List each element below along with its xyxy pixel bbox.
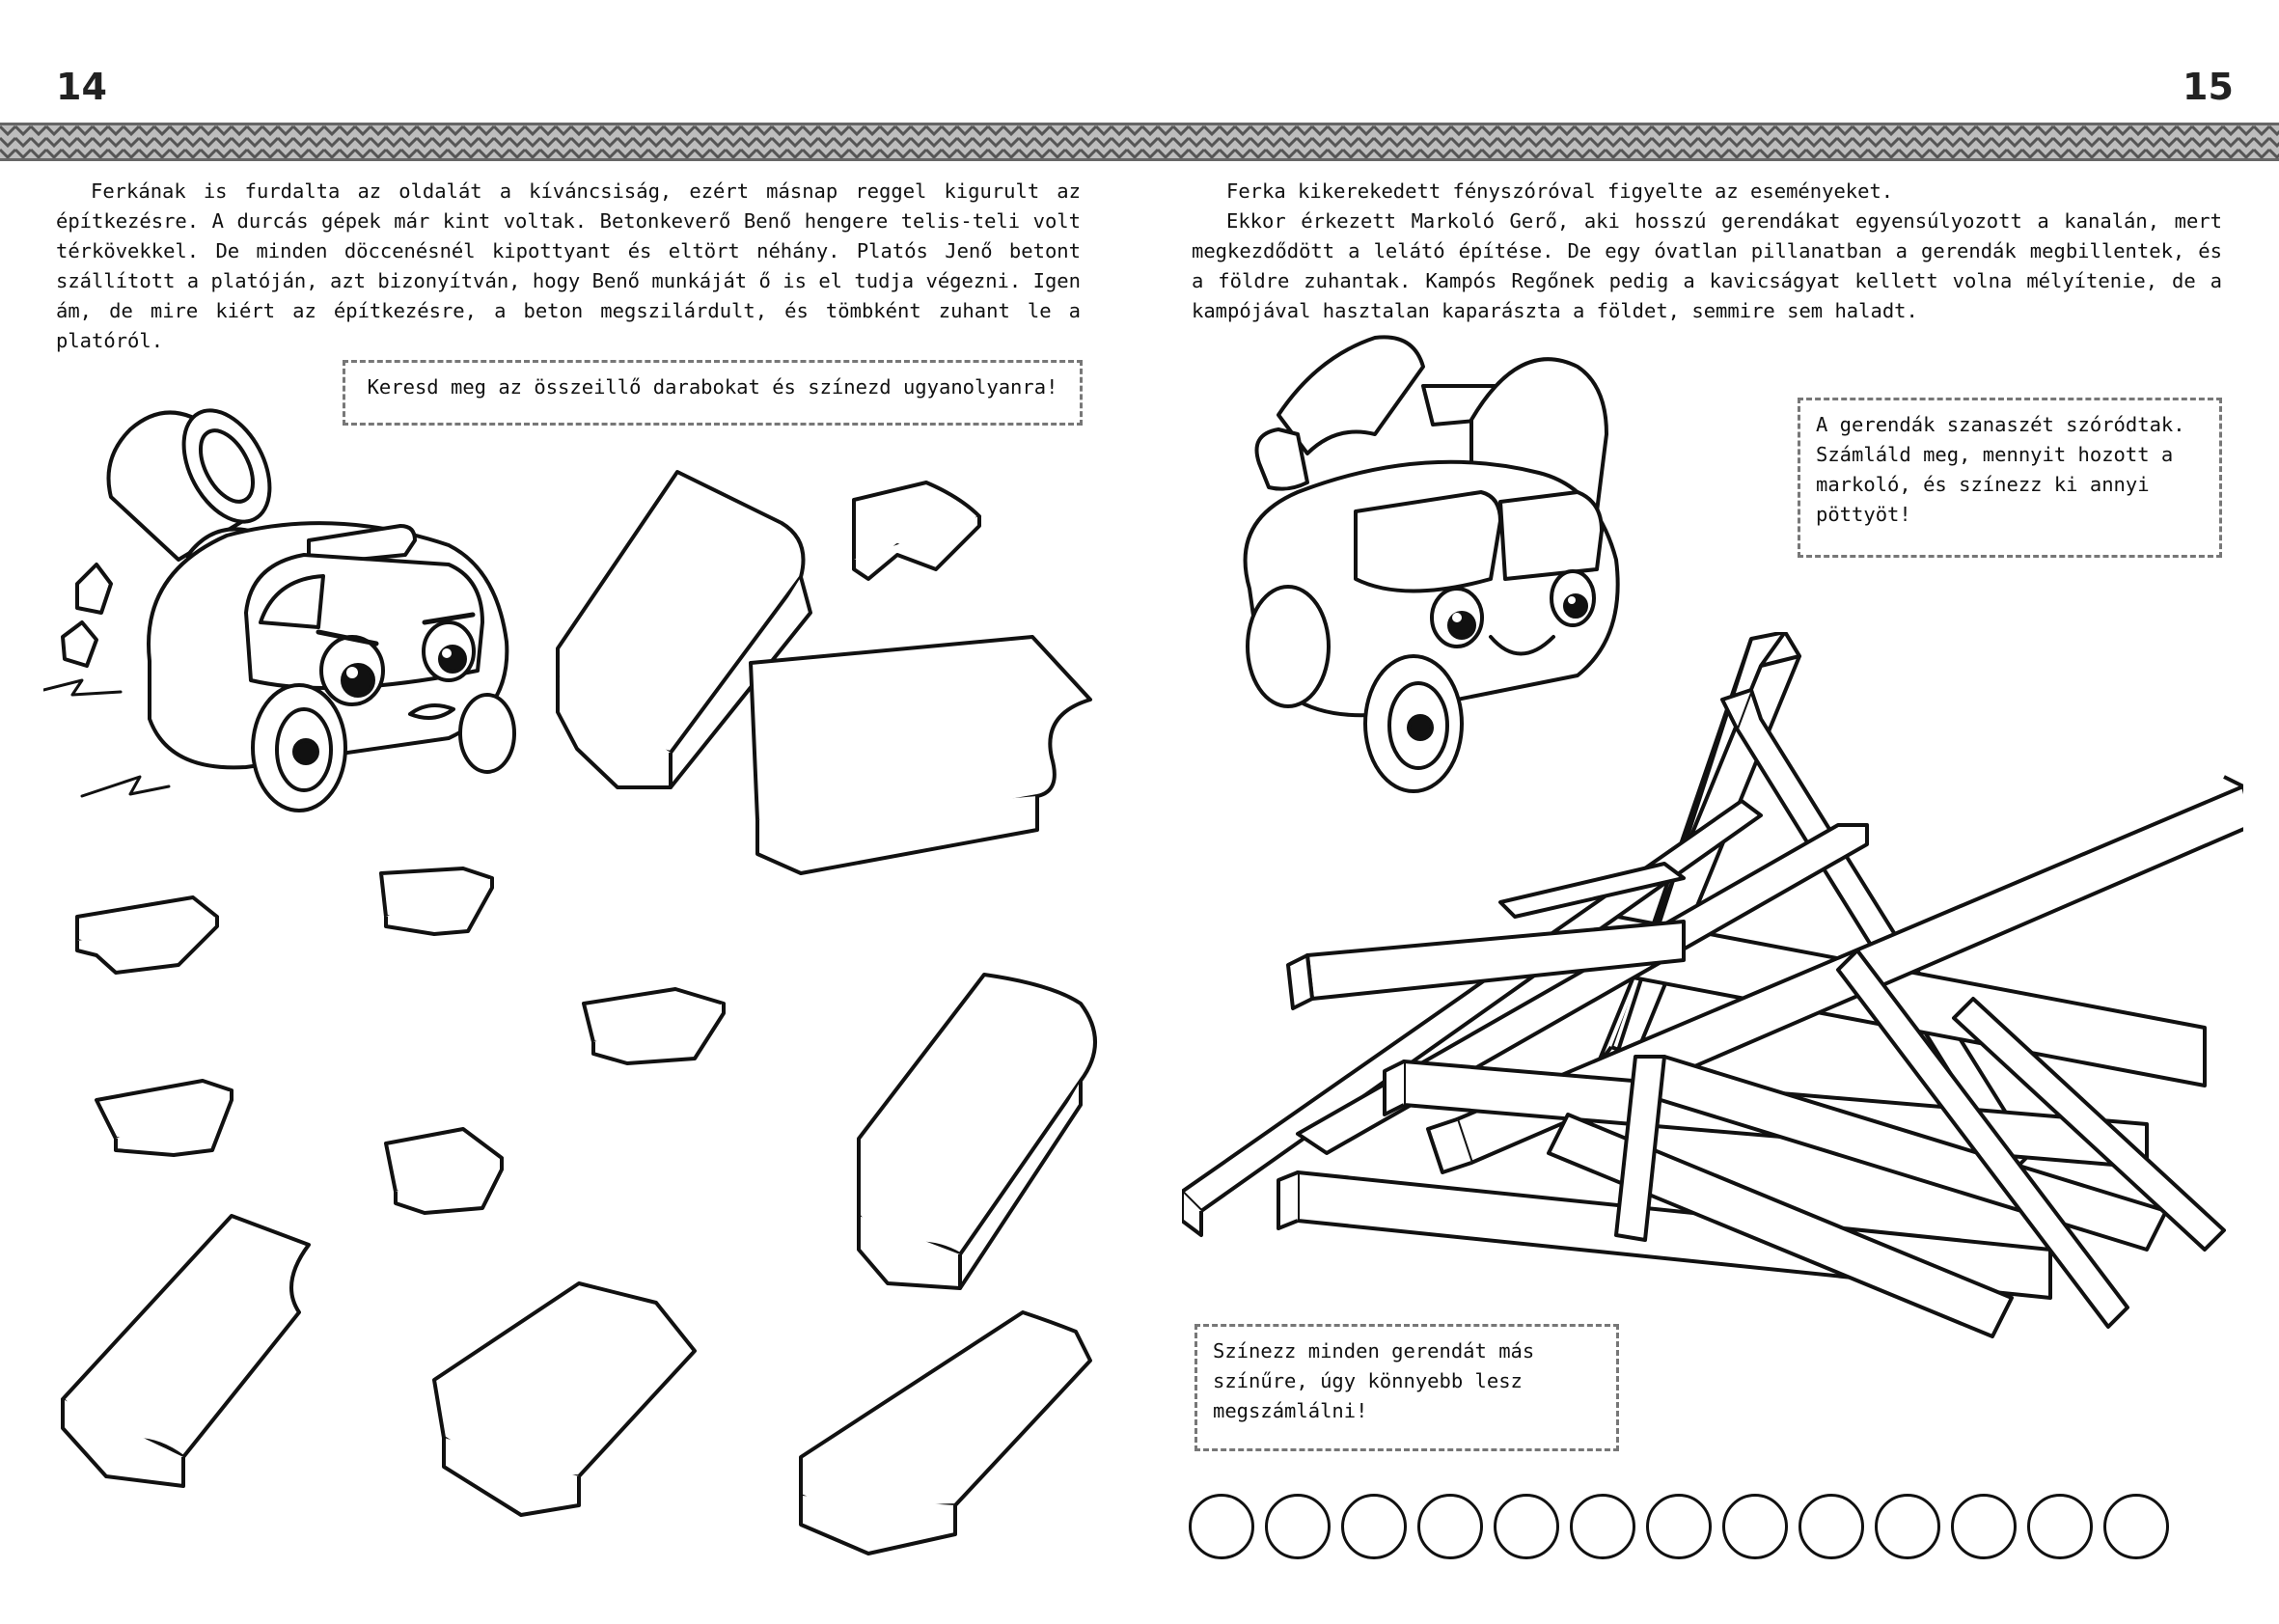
- count-dot[interactable]: [1798, 1494, 1864, 1559]
- count-dot[interactable]: [1189, 1494, 1254, 1559]
- count-dot[interactable]: [1494, 1494, 1559, 1559]
- counting-dots: [1189, 1494, 2169, 1559]
- broken-concrete-pieces-illustration: [39, 463, 1110, 1573]
- count-dot[interactable]: [1417, 1494, 1483, 1559]
- count-dot[interactable]: [1951, 1494, 2017, 1559]
- color-tip-text: Színezz minden gerendát más színűre, úgy könnyebb lesz megszámlálni!: [1213, 1339, 1535, 1422]
- count-instruction-text: A gerendák szanaszét szóródtak. Számláld meg, mennyit hozott a markoló, és színezz ki annyi pöttyöt!: [1816, 413, 2185, 526]
- count-dot[interactable]: [1265, 1494, 1331, 1559]
- right-paragraph-2: Ekkor érkezett Markoló Gerő, aki hosszú gerendákat egyensúlyozott a kanalán, mert megkezdődött a lelátó építése. De egy óvatlan pillanatban a gerendák megbillentek, és a földre zuhantak. Kampós Regőnek pedig a kavicságyat kellett volna mélyítenie, de a kampójával hasztalan kaparászta a földet, semmire sem haladt.: [1192, 209, 2222, 322]
- count-dot[interactable]: [2027, 1494, 2093, 1559]
- page-number-left: 14: [56, 66, 107, 108]
- count-instruction-box: [1798, 398, 2222, 558]
- count-dot[interactable]: [1722, 1494, 1788, 1559]
- right-paragraph-1: Ferka kikerekedett fényszóróval figyelte az eseményeket.: [1226, 179, 1894, 203]
- count-dot[interactable]: [1646, 1494, 1712, 1559]
- count-dot[interactable]: [1341, 1494, 1407, 1559]
- left-paragraph: Ferkának is furdalta az oldalát a kíváncsiság, ezért másnap reggel kigurult az építkezésre. A durcás gépek már kint voltak. Betonkeverő Benő hengere telis-teli volt térkövekkel. De minden döccenésnél kipottyant és eltört néhány. Platós Jenő betont szállított a platóján, azt bizonyítván, hogy Benő munkáját ő is el tudja végezni. Igen ám, de mire kiért az építkezésre, a beton megszilárdult, és tömbként zuhant le a platóról.: [56, 179, 1081, 352]
- count-dot[interactable]: [1875, 1494, 1940, 1559]
- left-story-text: [56, 177, 1081, 356]
- count-dot[interactable]: [2103, 1494, 2169, 1559]
- page-number-right: 15: [2183, 66, 2234, 108]
- tire-tread-divider: [0, 123, 2279, 161]
- beam-pile-illustration: [1182, 632, 2243, 1481]
- count-dot[interactable]: [1570, 1494, 1635, 1559]
- left-instruction-text: Keresd meg az összeillő darabokat és színezd ugyanolyanra!: [367, 375, 1058, 399]
- right-story-text: [1192, 177, 2222, 326]
